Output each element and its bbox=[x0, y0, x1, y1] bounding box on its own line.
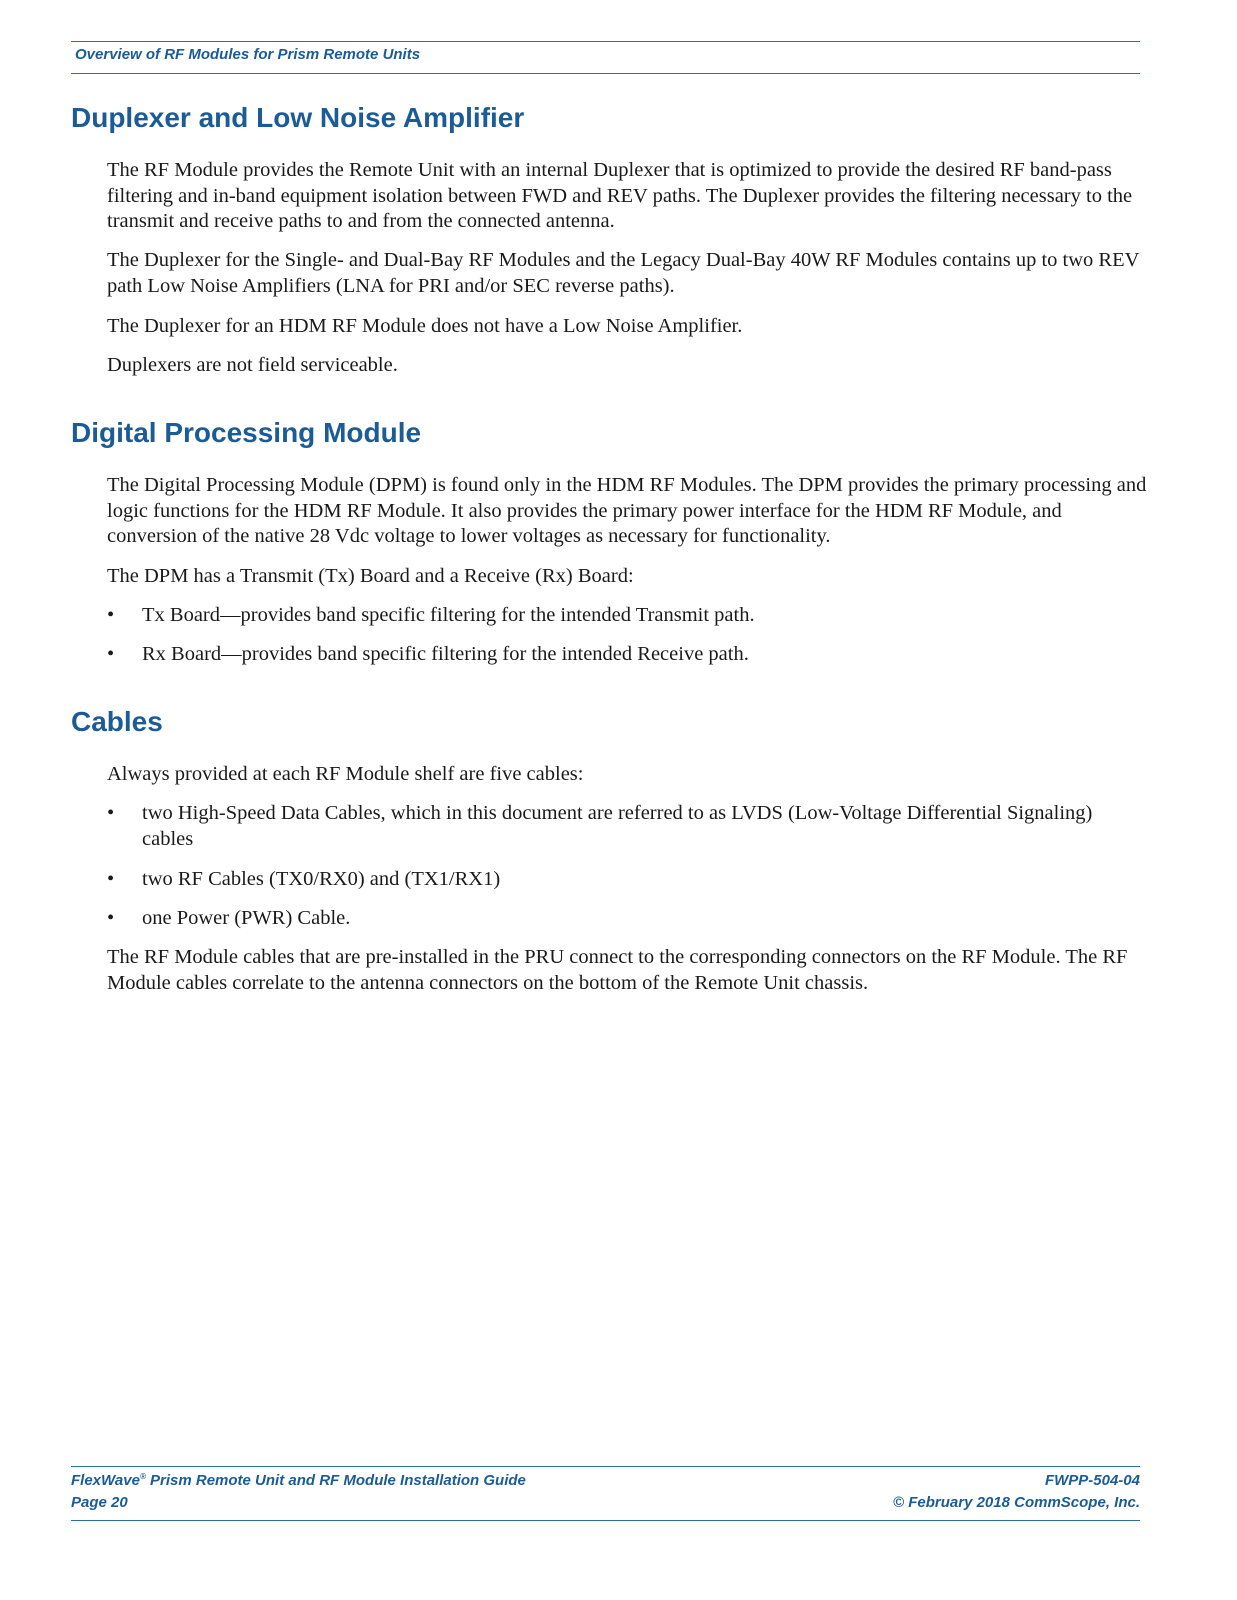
registered-mark: ® bbox=[139, 1472, 146, 1481]
running-header: Overview of RF Modules for Prism Remote Units bbox=[75, 46, 421, 63]
paragraph: The Duplexer for an HDM RF Module does not have a Low Noise Amplifier. bbox=[107, 315, 743, 337]
paragraph: Always provided at each RF Module shelf are five cables: bbox=[107, 763, 584, 785]
paragraph: The RF Module cables that are pre-installed in the PRU connect to the corresponding connectors on the RF Module. The RF Module cables correlate to the antenna connectors on the bottom of the Remote Unit chassis. bbox=[107, 946, 1128, 994]
bullet-icon: • bbox=[107, 643, 115, 665]
heading-cables: Cables bbox=[71, 706, 163, 737]
heading-duplexer: Duplexer and Low Noise Amplifier bbox=[71, 102, 525, 133]
footer-copyright: © February 2018 CommScope, Inc. bbox=[893, 1494, 1140, 1511]
footer-bottom-rule bbox=[71, 1520, 1140, 1521]
paragraph: The DPM has a Transmit (Tx) Board and a Receive (Rx) Board: bbox=[107, 565, 634, 587]
list-item-text: two RF Cables (TX0/RX0) and (TX1/RX1) bbox=[142, 868, 501, 890]
header-top-rule bbox=[71, 41, 1140, 42]
footer-doc-number: FWPP-504-04 bbox=[1044, 1472, 1140, 1489]
list-item-text: two High-Speed Data Cables, which in this document are referred to as LVDS (Low-Voltage Differential Signaling) cables bbox=[142, 802, 1093, 850]
list-item-text: Tx Board—provides band specific filtering for the intended Transmit path. bbox=[142, 604, 755, 626]
header-bottom-rule bbox=[71, 73, 1140, 74]
list-item-text: one Power (PWR) Cable. bbox=[142, 907, 351, 929]
bullet-icon: • bbox=[107, 907, 115, 929]
list-item-text: Rx Board—provides band specific filtering for the intended Receive path. bbox=[142, 643, 749, 665]
footer-doc-title bbox=[71, 1472, 526, 1489]
footer-page-number: Page 20 bbox=[71, 1494, 128, 1511]
footer-top-rule bbox=[71, 1466, 1140, 1467]
paragraph: The Digital Processing Module (DPM) is found only in the HDM RF Modules. The DPM provides the primary processing and logic functions for the HDM RF Module. It also provides the primary power interface for the HDM RF Module, and conversion of the native 28 Vdc voltage to lower voltages as necessary for functionality. bbox=[107, 474, 1147, 547]
paragraph: The RF Module provides the Remote Unit with an internal Duplexer that is optimized to provide the desired RF band-pass filtering and in-band equipment isolation between FWD and REV paths. The Duplexer provides the filtering necessary to the transmit and receive paths to and from the connected antenna. bbox=[107, 159, 1133, 232]
paragraph: The Duplexer for the Single- and Dual-Bay RF Modules and the Legacy Dual-Bay 40W RF Modules contains up to two REV path Low Noise Amplifiers (LNA for PRI and/or SEC reverse paths). bbox=[107, 249, 1140, 297]
paragraph: Duplexers are not field serviceable. bbox=[107, 354, 398, 376]
bullet-icon: • bbox=[107, 604, 115, 626]
bullet-icon: • bbox=[107, 802, 115, 824]
bullet-icon: • bbox=[107, 868, 115, 890]
heading-digital-processing-module: Digital Processing Module bbox=[71, 417, 422, 448]
doc-title-text: Prism Remote Unit and RF Module Installation Guide bbox=[145, 1472, 526, 1489]
brand-name: FlexWave bbox=[71, 1472, 140, 1489]
